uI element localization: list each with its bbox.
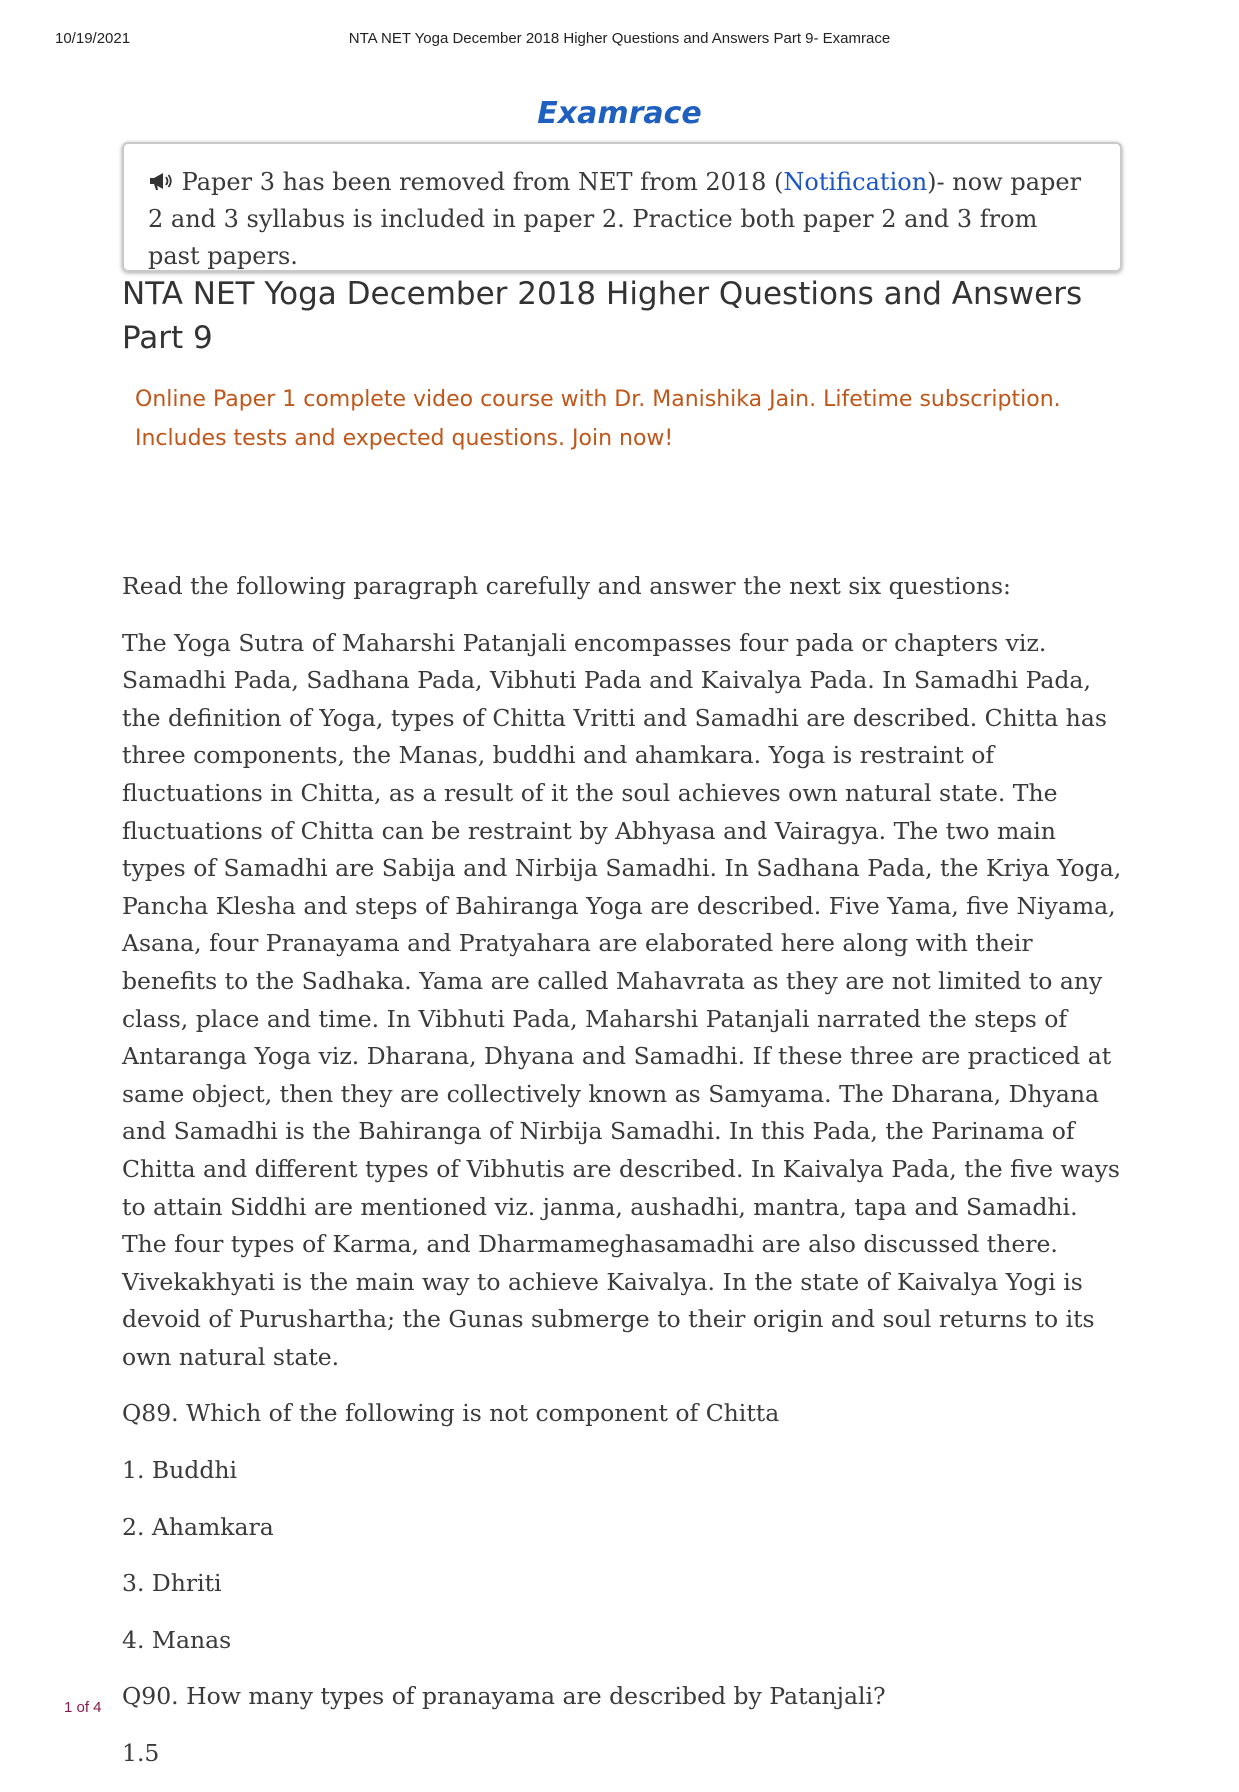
q89-option-2: 2. Ahamkara	[122, 1512, 274, 1541]
page-title: NTA NET Yoga December 2018 Higher Questions and Answers Part 9	[122, 276, 1083, 356]
question-89: Q89. Which of the following is not component of Chitta	[122, 1399, 780, 1428]
passage-paragraph: The Yoga Sutra of Maharshi Patanjali encompasses four pada or chapters viz. Samadhi Pada, Sadhana Pada, Vibhuti Pada and Kaivalya Pada. In Samadhi Pada, the definition of Yoga, types of Chitta Vritti and Samadhi are described. Chitta has three components, the Manas, buddhi and ahamkara. Yoga is restraint of fluctuations in Chitta, as a result of it the soul achieves own natural state. The fluctuations of Chitta can be restraint by Abhyasa and Vairagya. The two main types of Samadhi are Sabija and Nirbija Samadhi. In Sadhana Pada, the Kriya Yoga, Pancha Klesha and steps of Bahiranga Yoga are described. Five Yama, five Niyama, Asana, four Pranayama and Pratyahara are elaborated here along with their benefits to the Sadhaka. Yama are called Mahavrata as they are not limited to any class, place and time. In Vibhuti Pada, Maharshi Patanjali narrated the steps of Antaranga Yoga viz. Dharana, Dhyana and Samadhi. If these three are practiced at same object, then they are collectively known as Samyama. The Dharana, Dhyana and Samadhi is the Bahiranga of Nirbija Samadhi. In this Pada, the Parinama of Chitta and different types of Vibhutis are described. In Kaivalya Pada, the five ways to attain Siddhi are mentioned viz. janma, aushadhi, mantra, tapa and Samadhi. The four types of Karma, and Dharmameghasamadhi are also discussed there. Vivekakhyati is the main way to achieve Kaivalya. In the state of Kaivalya Yogi is devoid of Purushartha; the Gunas submerge to their origin and soul returns to its own natural state.	[122, 628, 1122, 1371]
print-date: 10/19/2021	[55, 30, 131, 47]
q89-option-3: 3. Dhriti	[122, 1569, 222, 1598]
article-content	[122, 568, 1127, 1792]
notice-text-before: Paper 3 has been removed from NET from 2018 (	[181, 168, 784, 196]
intro-paragraph: Read the following paragraph carefully and answer the next six questions:	[122, 572, 1011, 600]
q89-option-1: 1. Buddhi	[122, 1456, 238, 1485]
notification-link[interactable]: Notification	[783, 168, 928, 196]
megaphone-icon	[148, 166, 174, 188]
site-logo[interactable]: Examrace	[537, 96, 702, 131]
page-counter: 1 of 4	[64, 1699, 102, 1716]
question-90: Q90. How many types of pranayama are described by Patanjali?	[122, 1682, 886, 1711]
q89-option-4: 4. Manas	[122, 1625, 232, 1654]
promo-link[interactable]: Online Paper 1 complete video course with Dr. Manishika Jain. Lifetime subscription. Includes tests and expected questions. Join now!	[135, 387, 1061, 451]
notice-box	[122, 142, 1122, 272]
notice-text-after: )- now paper 2 and 3 syllabus is included in paper 2. Practice both paper 2 and 3 from past papers.	[148, 168, 1082, 270]
q90-option-1: 1.5	[122, 1739, 160, 1768]
print-header	[0, 30, 1239, 50]
print-title: NTA NET Yoga December 2018 Higher Questions and Answers Part 9- Examrace	[348, 30, 891, 47]
